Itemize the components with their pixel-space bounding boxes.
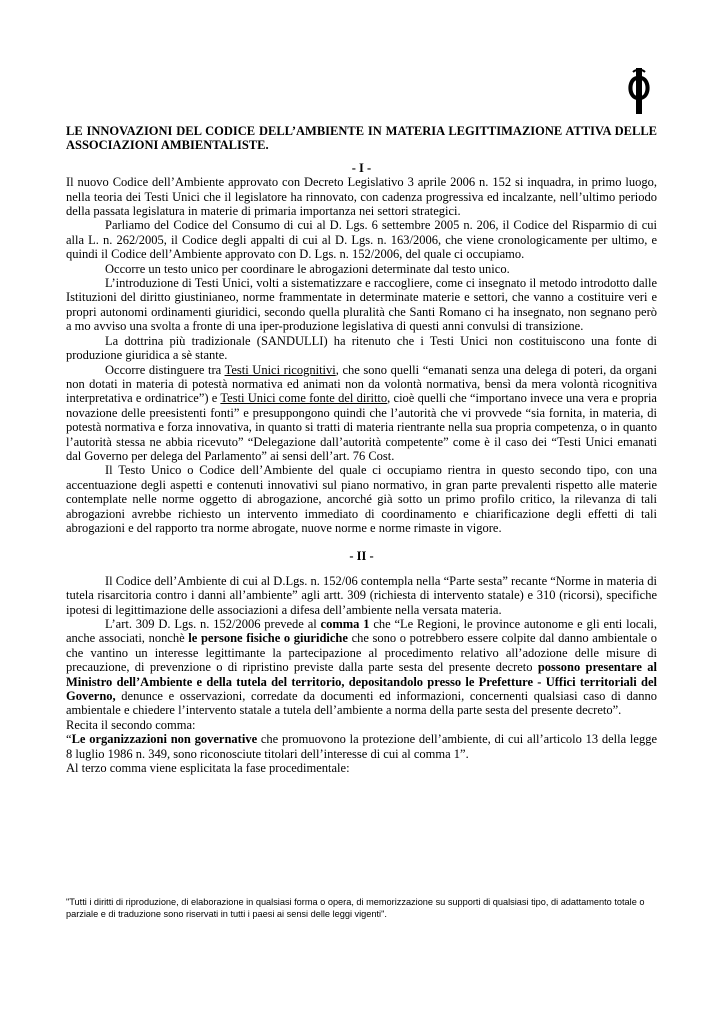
- bold-term: le persone fisiche o giuridiche: [188, 631, 348, 646]
- copyright-footer: "Tutti i diritti di riproduzione, di elaborazione in qualsiasi forma o opera, di memorizzazione su supporti di qualsiasi tipo, di adattamento totale o parziale e di traduzione sono riservati in tutti i paesi ai sensi delle leggi vigenti".: [66, 897, 645, 919]
- phi-logo-icon: [624, 68, 654, 114]
- text-run: che “Le Regioni, le province autonome e gli enti locali, anche associati, nonchè: [66, 617, 657, 646]
- text-run: denunce e osservazioni, corredate da documenti ed informazioni, concernenti qualsiasi caso di danno ambientale e chiedere l’intervento statale a tutela dell’ambiente a norma della parte sesta del presente decreto”.: [66, 689, 657, 718]
- underlined-term: Testi Unici ricognitivi: [224, 362, 336, 377]
- paragraph: [66, 732, 657, 761]
- text-run: , che sono quelli “emanati senza una delega di poteri, da organi non dotati in materia di potestà normativa ed animati non da volontà normativa, bensì da mera volontà ricognitiva interpretativa e ordinatrice”) e: [66, 362, 657, 406]
- paragraph: [66, 617, 657, 718]
- text-run: che sono o potrebbero essere colpite dal danno ambientale o che vantino un interesse legittimante la partecipazione al procedimento relativo all’adozione delle misure di precauzione, di prevenzione o di ripristino previste dalla parte sesta del presente decreto: [66, 631, 658, 675]
- paragraph: [66, 363, 657, 464]
- paragraph: Occorre un testo unico per coordinare le abrogazioni determinate dal testo unico.: [105, 261, 510, 276]
- paragraph: Il Codice dell’Ambiente di cui al D.Lgs. n. 152/06 contempla nella “Parte sesta” recante “Norme in materia di tutela risarcitoria contro i danni all’ambiente” agli artt. 309 (richiesta di intervento statale) e 310 (ricorsi), specifiche ipotesi di legittimazione delle associazioni a difesa dell’ambiente nella versata materia.: [66, 573, 657, 617]
- section-heading-1: - I -: [351, 160, 372, 175]
- spacer: [66, 535, 657, 549]
- spacer: [66, 564, 657, 574]
- text-run: L’art. 309 D. Lgs. n. 152/2006 prevede al: [105, 617, 321, 631]
- bold-term: Le organizzazioni non governative: [71, 732, 258, 747]
- bold-term: comma 1: [320, 617, 370, 631]
- paragraph: Al terzo comma viene esplicitata la fase procedimentale:: [66, 761, 350, 776]
- text-run: “: [66, 732, 72, 747]
- text-run: che promuovono la protezione dell’ambiente, di cui all’articolo 13 della legge 8 luglio 1986 n. 349, sono riconosciute titolari dell’interesse di cui al comma 1”.: [66, 732, 657, 761]
- underlined-term: Testi Unici come fonte del diritto: [220, 391, 388, 406]
- paragraph: Parliamo del Codice del Consumo di cui al D. Lgs. 6 settembre 2005 n. 206, il Codice del Risparmio di cui alla L. n. 262/2005, il Codice degli appalti di cui al D. Lgs. n. 163/2006, che viene cronologicamente per ultimo, e quindi il Codice dell’Ambiente approvato con D. Lgs. n. 152/2006, del quale ci occupiamo.: [66, 218, 657, 262]
- paragraph: La dottrina più tradizionale (SANDULLI) ha ritenuto che i Testi Unici non costituiscono una fonte di produzione giuridica a sè stante.: [66, 333, 657, 363]
- document-title: LE INNOVAZIONI DEL CODICE DELL’AMBIENTE IN MATERIA LEGITTIMAZIONE ATTIVA DELLE ASSOCIAZIONI AMBIENTALISTE.: [66, 124, 657, 153]
- section-heading-2: - II -: [349, 549, 374, 564]
- paragraph: Il nuovo Codice dell’Ambiente approvato con Decreto Legislativo 3 aprile 2006 n. 152 si inquadra, in primo luogo, nella teoria dei Testi Unici che il legislatore ha rinnovato, con cadenza progressiva ed incalzante, nell’ultimo periodo della passata legislatura in materie di primaria importanza nei settori strategici.: [66, 175, 657, 219]
- bold-term: possono presentare al Ministro dell’Ambiente e della tutela del territorio, depositandolo presso le Prefetture - Uffici territoriali del Governo,: [66, 660, 657, 704]
- text-run: Occorre distinguere tra: [105, 362, 225, 377]
- document-body: [66, 124, 657, 775]
- text-run: , cioè quelli che “importano invece una vera e propria novazione delle preesistenti fonti” e presuppongono quindi che l’autorità che vi provvede “sia fornita, in materia, di potestà normativa e forza innovativa, in quanto si tratti di materia rientrante nella sua propria competenza, o in quanto l’autorità stessa ne abbia ricevuto” “Delegazione dall’autorità competente” come è il caso dei “Testi Unici emanati dal Governo per delega del Parlamento” ai sensi dell’art. 76 Cost.: [66, 391, 657, 463]
- paragraph: L’introduzione di Testi Unici, volti a sistematizzare e raccogliere, come ci insegnato il metodo introdotto dalle Istituzioni del diritto giustinianeo, norme frammentate in determinate materie e settori, che vanno a costituire veri e propri autonomi ordinamenti giuridici, secondo quella pluralità che Santi Romano ci ha insegnato, non segnano però a mo avviso una svolta a fronte di una iper-produzione legislativa di questi anni convulsi di transizione.: [66, 276, 657, 334]
- paragraph: Recita il secondo comma:: [66, 717, 196, 732]
- paragraph: Il Testo Unico o Codice dell’Ambiente del quale ci occupiamo rientra in questo secondo tipo, con una accentuazione degli aspetti e contenuti innovativi sul piano normativo, in gran parte prevalenti rispetto alle materie contemplate nelle norme oggetto di abrogazione, ancorché già sotto un primo profilo critico, la rilevanza di tali abrogazioni avrebbe richiesto un intervento immediato di coordinamento e chiarificazione degli effetti di tali abrogazioni e del rapporto tra norme abrogate, nuove norme e norme rimaste in vigore.: [66, 463, 657, 535]
